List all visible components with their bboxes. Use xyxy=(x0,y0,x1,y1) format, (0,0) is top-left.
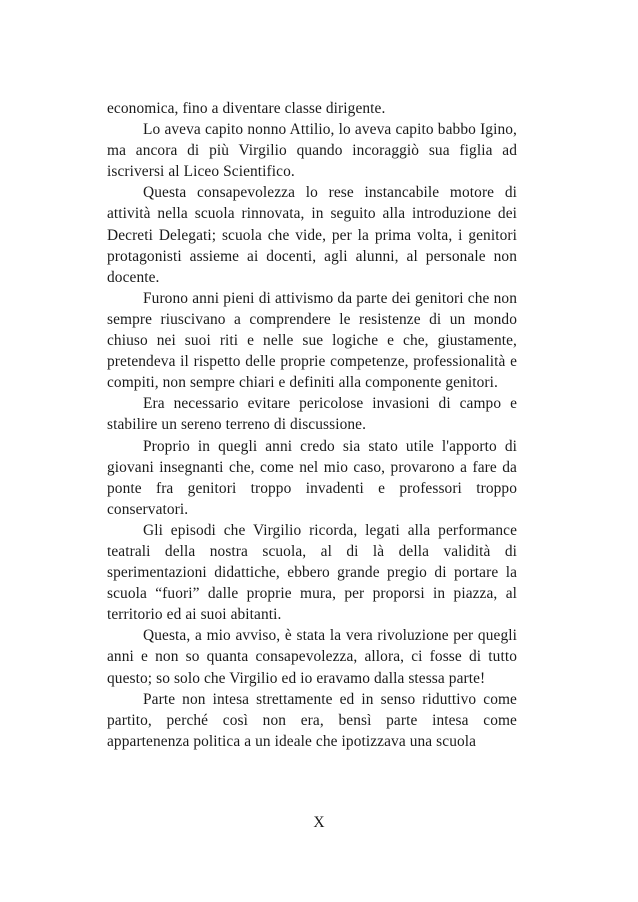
paragraph: Questa, a mio avviso, è stata la vera rivoluzione per quegli anni e non so quanta consapevolezza, allora, ci fosse di tutto questo; so solo che Virgilio ed io eravamo dalla stessa parte! xyxy=(107,627,517,687)
paragraph: Lo aveva capito nonno Attilio, lo aveva capito babbo Igino, ma ancora di più Virgilio quando incoraggiò sua figlia ad iscriversi al Liceo Scientifico. xyxy=(107,121,517,181)
paragraph: Furono anni pieni di attivismo da parte dei genitori che non sempre riuscivano a comprendere le resistenze di un mondo chiuso nei suoi riti e nelle sue logiche e che, giustamente, pretendeva il rispetto delle proprie competenze, professionalità e compiti, non sempre chiari e definiti alla componente genitori. xyxy=(107,289,517,392)
body-text xyxy=(107,98,517,752)
paragraph: Era necessario evitare pericolose invasioni di campo e stabilire un sereno terreno di discussione. xyxy=(107,395,517,434)
paragraph: economica, fino a diventare classe dirigente. xyxy=(107,100,386,117)
page-number: X xyxy=(313,814,325,831)
paragraph: Gli episodi che Virgilio ricorda, legati alla performance teatrali della nostra scuola, al di là della validità di sperimentazioni didattiche, ebbero grande pregio di portare la scuola “fuori” dalle proprie mura, per proporsi in piazza, al territorio ed ai suoi abitanti. xyxy=(107,521,517,624)
paragraph: Questa consapevolezza lo rese instancabile motore di attività nella scuola rinnovata, in seguito alla introduzione dei Decreti Delegati; scuola che vide, per la prima volta, i genitori protagonisti assieme ai docenti, agli alunni, al personale non docente. xyxy=(107,184,517,286)
paragraph: Parte non intesa strettamente ed in senso riduttivo come partito, perché così non era, bensì parte intesa come appartenenza politica a un ideale che ipotizzava una scuola xyxy=(107,690,517,750)
paragraph: Proprio in quegli anni credo sia stato utile l'apporto di giovani insegnanti che, come nel mio caso, provarono a fare da ponte fra genitori troppo invadenti e professori troppo conservatori. xyxy=(107,437,517,518)
